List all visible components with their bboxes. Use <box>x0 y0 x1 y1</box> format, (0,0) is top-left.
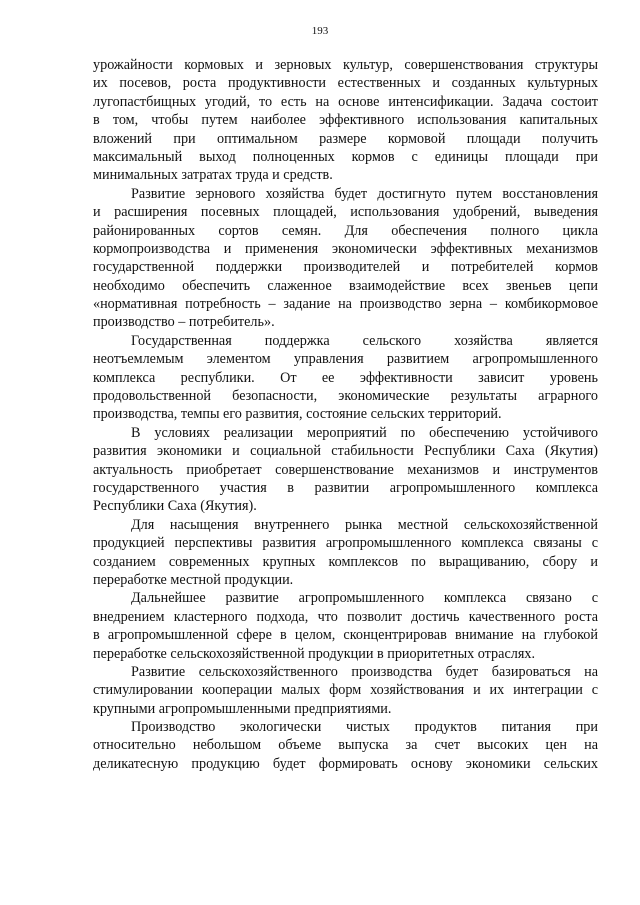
text-line: максимальный выход полноценных кормов с единицы площади при <box>93 148 598 165</box>
text-line: созданием современных крупных комплексов по выращиванию, сбору и <box>93 553 598 570</box>
text-line: актуальность приобретает совершенствование механизмов и инструментов <box>93 461 598 478</box>
text-line: Развитие зернового хозяйства будет достигнуто путем восстановления <box>131 185 598 202</box>
text-line: Производство экологически чистых продуктов питания при <box>131 719 598 736</box>
text-line: развития экономики и социальной стабильности Республики Саха (Якутия) <box>93 443 598 460</box>
text-line: деликатесную продукцию будет формировать основу экономики сельских <box>93 755 598 772</box>
text-line: внедрением кластерного подхода, что позволит достичь качественного роста <box>93 608 598 625</box>
text-line: районированных сортов семян. Для обеспечения полного цикла <box>93 222 598 239</box>
text-line: относительно небольшом объеме выпуска за счет высоких цен на <box>93 737 598 754</box>
text-line: лугопастбищных угодий, то есть на основе интенсификации. Задача состоит <box>93 93 598 110</box>
text-line: кормопроизводства и применения экономически эффективных механизмов <box>93 240 598 257</box>
text-line: переработке местной продукции. <box>93 571 294 588</box>
text-line: неотъемлемым элементом управления развитием агропромышленного <box>93 351 598 368</box>
text-line: крупными агропромышленными предприятиями. <box>93 700 392 717</box>
text-line: Развитие сельскохозяйственного производства будет базироваться на <box>131 663 598 680</box>
text-line: необходимо обеспечить слаженное взаимодействие всех звеньев цепи <box>93 277 598 294</box>
text-line: В условиях реализации мероприятий по обеспечению устойчивого <box>131 424 598 441</box>
text-line: государственной поддержки производителей и потребителей кормов <box>93 259 598 276</box>
text-line: их посевов, роста продуктивности естественных и созданных культурных <box>93 75 598 92</box>
text-line: стимулировании кооперации малых форм хозяйствования и их интеграции с <box>93 682 598 699</box>
text-line: производства, темпы его развития, состояние сельских территорий. <box>93 406 502 423</box>
text-line: и расширения посевных площадей, использования удобрений, выведения <box>93 204 598 221</box>
page-number: 193 <box>311 25 329 37</box>
text-line: в том, чтобы путем наиболее эффективного использования капитальных <box>93 112 598 129</box>
text-line: урожайности кормовых и зерновых культур, совершенствования структуры <box>93 57 598 73</box>
text-line: Для насыщения внутреннего рынка местной сельскохозяйственной <box>131 516 598 533</box>
text-line: переработке сельскохозяйственной продукции в приоритетных отраслях. <box>93 645 535 662</box>
text-line: продукцией перспективы развития агропромышленного комплекса связаны с <box>93 535 598 552</box>
text-line: комплекса республики. От ее эффективности зависит уровень <box>93 369 598 386</box>
text-line: производство – потребитель». <box>93 314 275 331</box>
text-line: минимальных затратах труда и средств. <box>93 167 333 184</box>
text-line: продовольственной безопасности, экономические результаты аграрного <box>93 388 598 405</box>
text-line: Дальнейшее развитие агропромышленного комплекса связано с <box>131 590 598 607</box>
text-line: государственного участия в развитии агропромышленного комплекса <box>93 479 598 496</box>
text-line: «нормативная потребность – задание на производство зерна – комбикормовое <box>93 296 598 313</box>
text-line: в агропромышленной сфере в целом, сконцентрировав внимание на глубокой <box>93 627 598 644</box>
page-body-text <box>93 56 598 773</box>
text-line: Республики Саха (Якутия). <box>93 498 257 515</box>
text-line: Государственная поддержка сельского хозяйства является <box>131 332 598 349</box>
text-line: вложений при оптимальном размере кормовой площади получить <box>93 130 598 147</box>
